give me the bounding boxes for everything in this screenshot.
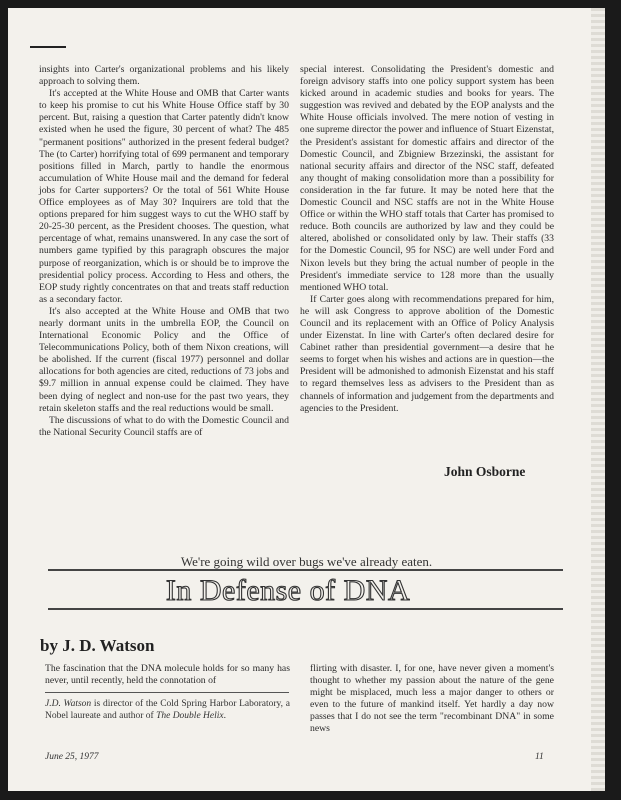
magazine-page <box>8 8 605 791</box>
paragraph: It's also accepted at the White House and OMB that two nearly dormant units in the umbrella EOP, the Council on International Economic Policy and the Office of Telecommunications Policy, both of them Nixon creations, will be abolished. If the current (fiscal 1977) personnel and dollar allocations for both agencies are cited, reductions of 73 jobs and $9.7 million in annual expense could be claimed. They have been dying of neglect and non-use for the past two years, they retain skeleton staffs and the real reductions would be small. <box>39 305 289 414</box>
headline-box <box>158 572 418 610</box>
page-edge <box>591 8 605 791</box>
paragraph: special interest. Consolidating the President's domestic and foreign advisory staffs into one policy support system has been kicked around in academic studies and books for years. The suggestion was revived and debated by the EOP analysts and the White House officials involved. The mere notion of vesting in one supreme director the power and influence of Stuart Eizenstat, the President's assistant for domestic affairs and director of the Domestic Council, and Zbigniew Brzezinski, the assistant for national security affairs and director of the NSC staff, defeated any thought of making consolidation more than a possibility for consideration in the far future. It may be noted here that the Domestic Council and NSC staffs are not in the White House Office or within the WHO staff totals that Carter has promised to reduce. Both councils are authorized by law and they could be altered, abolished or consolidated only by law. Their staffs (33 for the Domestic Council, 95 for NSC) are well under Ford and Nixon levels but they bring the actual number of people in the President's immediate service to 128 more than the usually mentioned WHO total. <box>300 64 554 293</box>
article-headline: In Defense of DNA <box>165 574 411 607</box>
article-tagline: We're going wild over bugs we've already eaten. <box>180 554 433 569</box>
paragraph: insights into Carter's organizational problems and his likely approach to solving them. <box>39 64 289 88</box>
paragraph: If Carter goes along with recommendations prepared for him, he will ask Congress to approve abolition of the Domestic Council and its replacement with an Office of Policy Analysis under Eizenstat. In line with Carter's often declared desire for Cabinet rather than presidential government—a desire that he seems to forget when his wishes and actions are in question—the President will be admonished to admonish Eizenstat and his staff to regard themselves less as advisers to the President than as channels of information and judgement from the departments and agencies to the President. <box>300 293 554 414</box>
page-number: 11 <box>535 752 544 762</box>
paragraph: The discussions of what to do with the Domestic Council and the National Security Council staffs are of <box>39 414 289 438</box>
issue-date: June 25, 1977 <box>45 752 99 762</box>
bio-end: . <box>223 711 226 721</box>
article-intro-left: The fascination that the DNA molecule holds for so many has never, until recently, held the connotation of <box>45 663 290 687</box>
paragraph: It's accepted at the White House and OMB that Carter wants to keep his promise to cut his White House Office staff by 30 percent. But, raising a question that Carter patently didn't know existed when he used the figure, 30 percent of what? The 485 "permanent positions" authorized in the present federal budget? The (to Carter) horrifying total of 699 permanent and temporary positions filled in March, partly to handle the enormous accumulation of White House mail and the demand for federal jobs for Carter supporters? Or the total of 561 White House Office employees as of May 30? Inquirers are told that the options prepared for him suggest ways to cut the WHO staff by 20-25-30 percent, as the President chooses. The question, what percentage of what, remains unanswered. In any case the sort of numbers game typified by this paragraph obscures the major purpose of reorganization, which is or should be to improve the presidential policy process. According to Hess and others, the EOP study rightly concentrates on that and treats staff reduction as a secondary factor. <box>39 88 289 305</box>
divider <box>45 692 289 693</box>
article-column-right <box>300 64 554 415</box>
divider <box>48 608 563 610</box>
tab-mark <box>30 46 66 48</box>
byline: by J. D. Watson <box>40 636 155 655</box>
bio-book-title: The Double Helix <box>156 711 224 721</box>
article-column-left <box>39 64 289 439</box>
author-signature: John Osborne <box>444 464 526 479</box>
author-bio <box>45 698 290 722</box>
article-intro-right: flirting with disaster. I, for one, have never given a moment's thought to whether my passion about the nature of the gene might be misplaced, much less a major danger to others or even to the future of mankind itself. Yet hardly a day now passes that I do not see the term "recombinant DNA" in some news <box>310 663 554 735</box>
bio-name: J.D. Watson <box>45 699 92 709</box>
divider <box>48 569 563 571</box>
bio-text: is director of the Cold Spring Harbor Laboratory, a Nobel laureate and author of <box>45 699 290 721</box>
